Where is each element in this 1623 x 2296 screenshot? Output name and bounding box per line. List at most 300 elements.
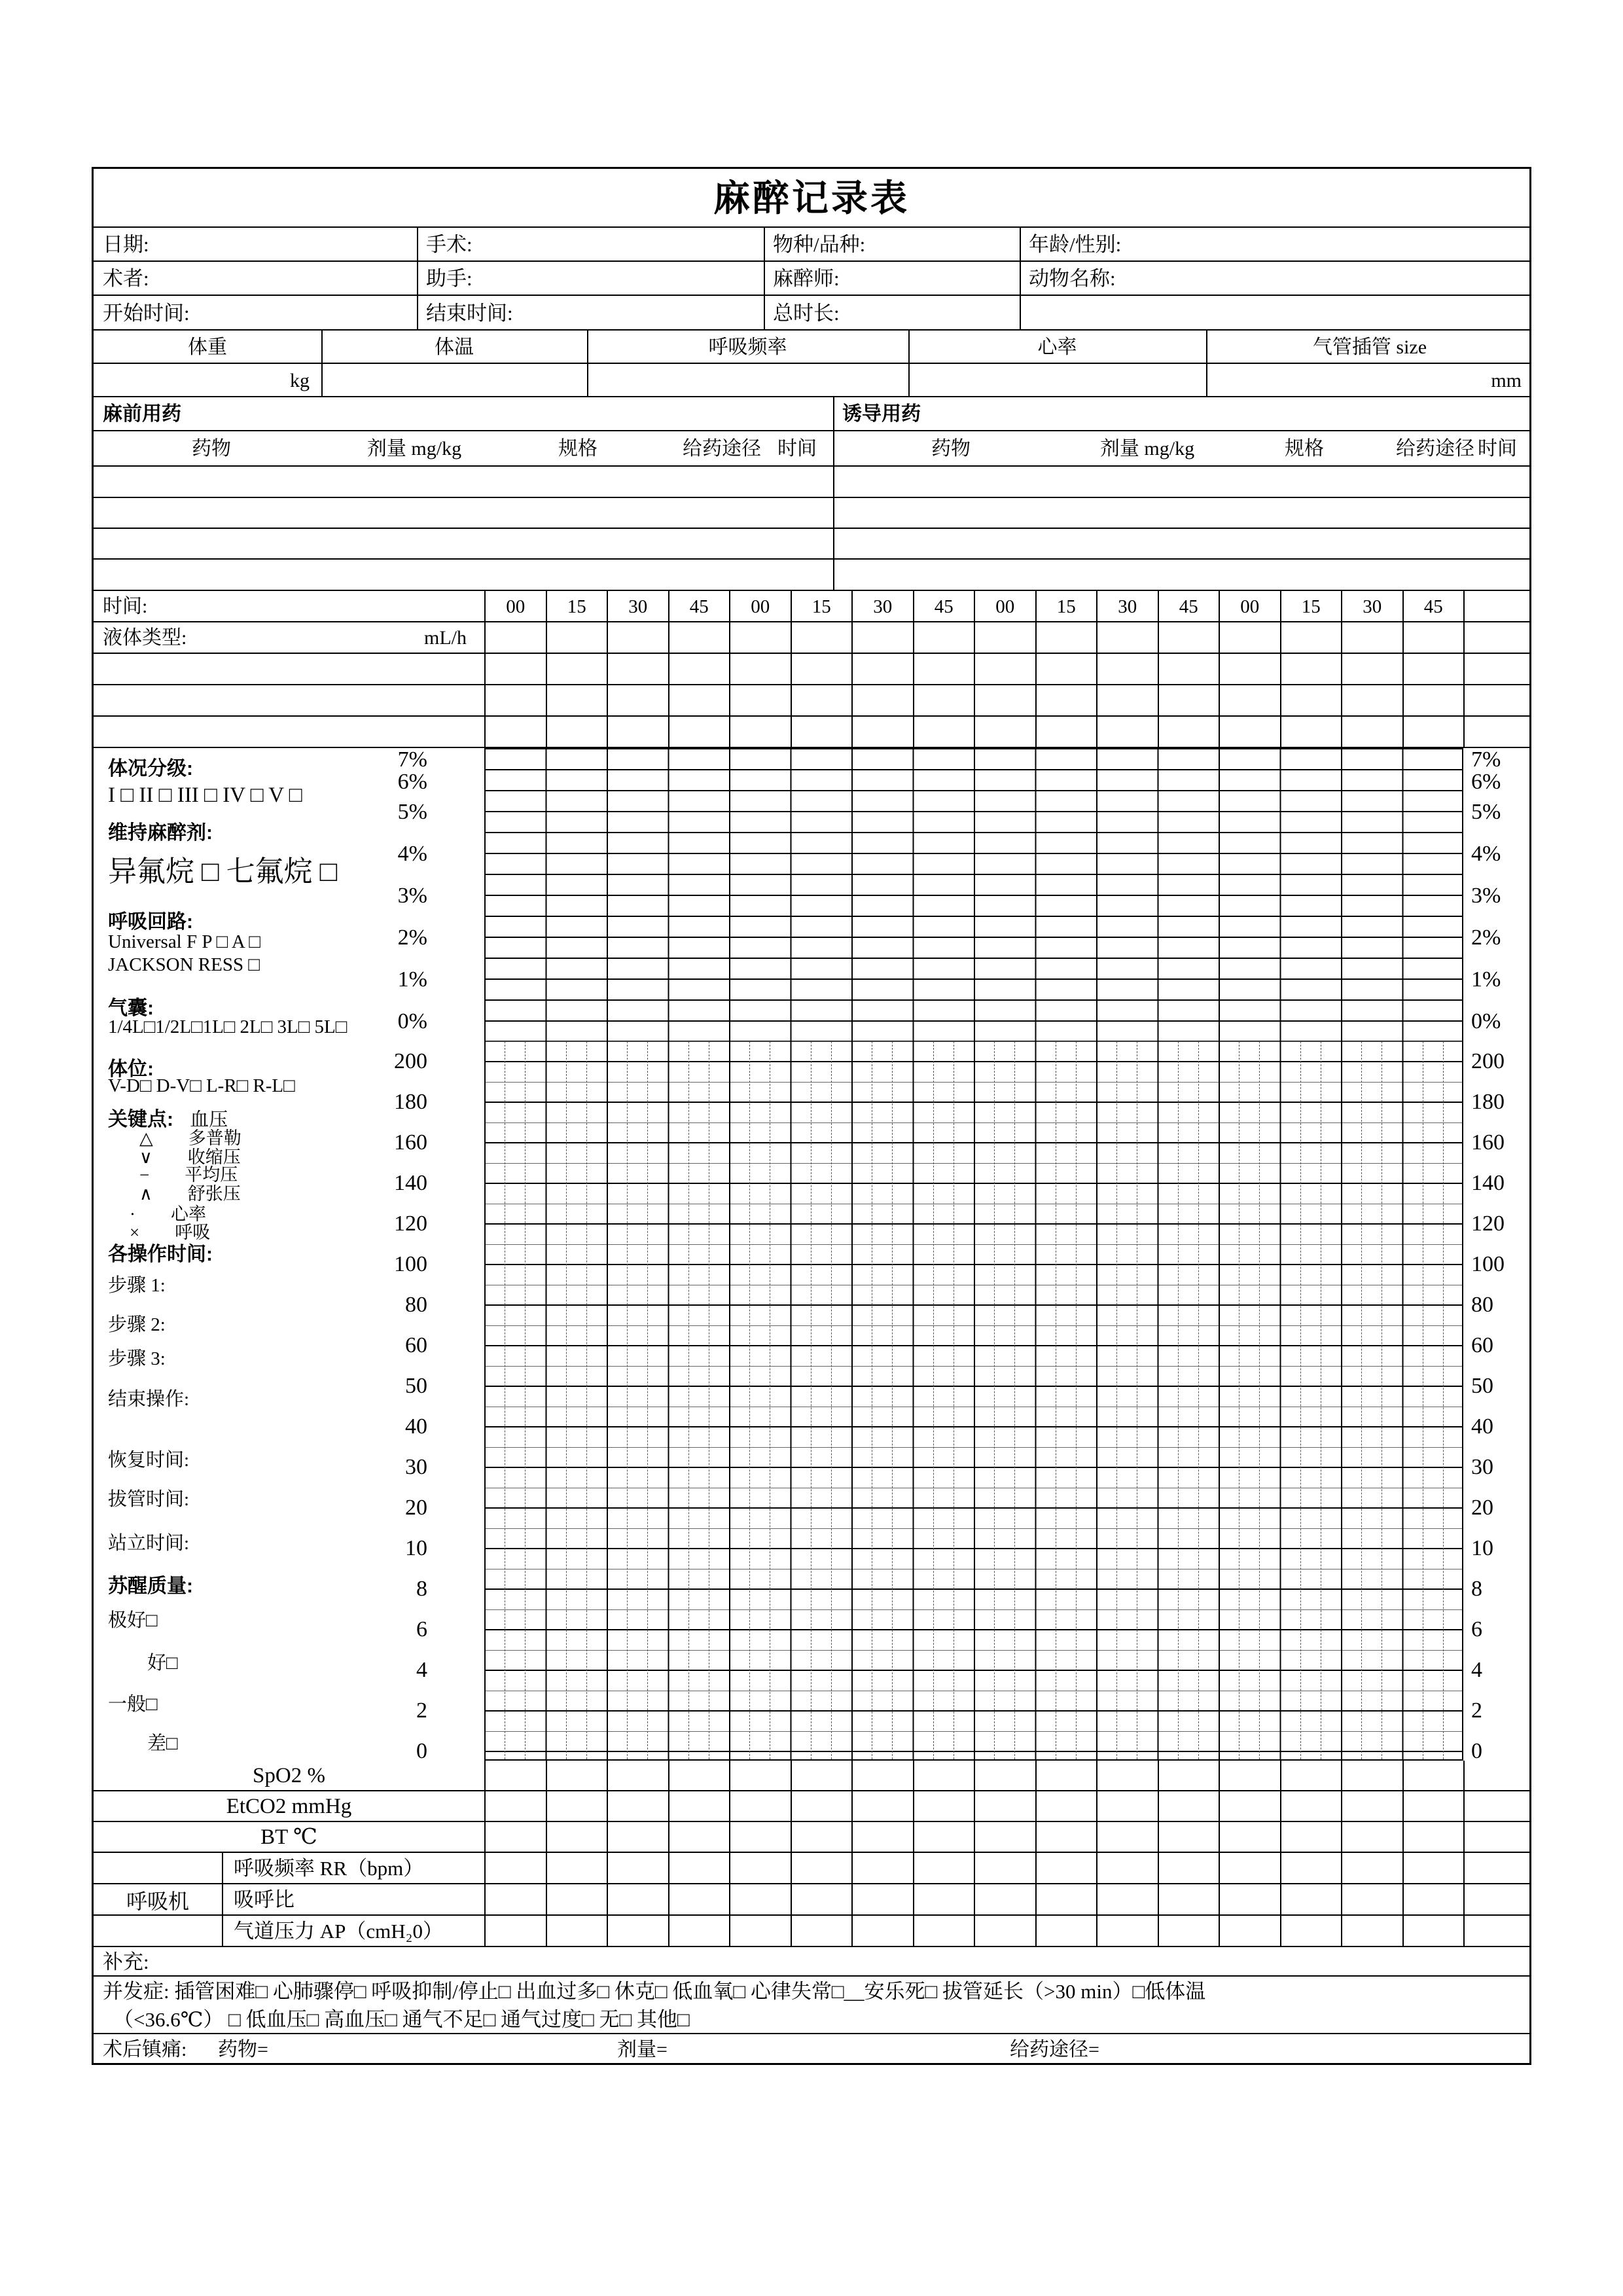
- fluid-type-row: [94, 622, 1529, 654]
- numeric-scale-label-left: 100: [394, 1252, 427, 1276]
- grid-cell-end: [1463, 1884, 1533, 1914]
- premed-col-spec: 规格: [558, 438, 597, 459]
- grid-cell: [1035, 622, 1097, 653]
- end-time-label: 结束时间:: [426, 302, 513, 325]
- numeric-scale-label-right: 10: [1471, 1536, 1493, 1560]
- grid-cell: [1219, 622, 1280, 653]
- grid-cell-end: [1463, 1853, 1533, 1883]
- grid-cell: [791, 717, 852, 747]
- grid-cell: [1096, 1761, 1158, 1790]
- grid-cell: [974, 685, 1035, 715]
- grid-cell: [1341, 685, 1402, 715]
- time-cell: 00: [484, 591, 546, 621]
- grid-cell: [1158, 1884, 1219, 1914]
- five-min-dashed-line: [1076, 1041, 1077, 1759]
- grid-cell: [729, 1761, 791, 1790]
- bag-size-checkboxes: 1/4L□1/2L□1L□ 2L□ 3L□ 5L□: [108, 1016, 348, 1037]
- grid-cell: [729, 622, 791, 653]
- step2-label: 步骤 2:: [108, 1314, 166, 1335]
- numeric-scale-label-left: 50: [405, 1374, 427, 1398]
- operation-times-label: 各操作时间:: [108, 1244, 213, 1265]
- body-condition-label: 体况分级:: [108, 758, 193, 780]
- grid-cell: [484, 1916, 546, 1946]
- grid-cell: [546, 685, 607, 715]
- analgesia-row: [94, 2034, 1529, 2065]
- grid-cell: [607, 622, 668, 653]
- grid-cell: [668, 717, 730, 747]
- time-cell: 15: [791, 591, 852, 621]
- numeric-scale-label-right: 6: [1471, 1617, 1482, 1641]
- grid-cell: [607, 717, 668, 747]
- grid-cell: [851, 717, 913, 747]
- grid-cell: [668, 622, 730, 653]
- grid-cell: [1158, 1761, 1219, 1790]
- grid-cell: [974, 1884, 1035, 1914]
- grid-cell: [1341, 1853, 1402, 1883]
- blood-pressure-label: 血压: [190, 1109, 228, 1130]
- grid-cell: [484, 1853, 546, 1883]
- premed-col-dose: 剂量 mg/kg: [366, 438, 462, 459]
- numeric-scale-label-left: 160: [394, 1130, 427, 1155]
- grid-cell: [1096, 1853, 1158, 1883]
- mm-unit: mm: [1491, 370, 1522, 391]
- spo2-label: SpO2 %: [253, 1764, 325, 1787]
- ventilator-ie-ratio-row: [94, 1884, 1529, 1916]
- ventilator-label: 呼吸机: [126, 1890, 189, 1913]
- legend-systolic: ∨ 收缩压: [139, 1147, 241, 1167]
- grid-cell-end: [1463, 1791, 1533, 1821]
- numeric-scale-label-right: 180: [1471, 1090, 1505, 1114]
- age-sex-label: 年龄/性别:: [1029, 233, 1122, 256]
- numeric-scale-label-left: 200: [394, 1049, 427, 1073]
- grid-cell: [1219, 717, 1280, 747]
- grid-cell: [974, 717, 1035, 747]
- analgesia-drug-label: 药物=: [218, 2039, 268, 2060]
- etco2-row: [94, 1791, 1529, 1822]
- grid-cell: [607, 1791, 668, 1821]
- grid-cell: [484, 1761, 546, 1790]
- grid-blank-row: [94, 685, 1529, 717]
- grid-cell: [1219, 1822, 1280, 1852]
- grid-cell: [1280, 1916, 1342, 1946]
- grid-cell: [1096, 1822, 1158, 1852]
- grid-cell: [607, 1916, 668, 1946]
- grid-cell: [1158, 1822, 1219, 1852]
- numeric-scale-label-left: 2: [416, 1698, 427, 1723]
- numeric-scale-label-left: 40: [405, 1414, 427, 1439]
- ventilator-label-cell: [94, 1853, 223, 1947]
- position-checkboxes: V-D□ D-V□ L-R□ R-L□: [108, 1075, 295, 1096]
- five-min-dashed-line: [749, 1041, 750, 1759]
- grid-cell-end: [1463, 1761, 1533, 1790]
- grid-cell: [1096, 717, 1158, 747]
- vitals-chart-grid: [484, 1041, 1463, 1761]
- info-divider-1: [417, 228, 418, 331]
- start-time-label: 开始时间:: [103, 302, 190, 325]
- ventilator-airway-pressure-label: 气道压力 AP（cmH₂0）: [234, 1920, 443, 1943]
- isoflurane-sevoflurane-checkboxes: 异氟烷 □ 七氟烷 □: [108, 855, 338, 888]
- percent-scale-label-right: 3%: [1471, 884, 1501, 908]
- grid-cell: [913, 685, 974, 715]
- ventilator-ie-ratio-label: 吸呼比: [234, 1888, 294, 1911]
- percent-scale-label-left: 5%: [397, 800, 427, 824]
- grid-cell: [1158, 685, 1219, 715]
- grid-cell: [913, 1916, 974, 1946]
- grid-cell: [546, 1884, 607, 1914]
- grid-cell: [1402, 685, 1464, 715]
- grid-cell: [1280, 1853, 1342, 1883]
- recovery-poor-checkbox: 差□: [147, 1733, 178, 1754]
- medication-half-divider: [833, 397, 834, 591]
- five-min-dashed-line: [647, 1041, 648, 1759]
- vitals-divider-3: [908, 331, 910, 397]
- numeric-scale-label-left: 120: [394, 1211, 427, 1236]
- grid-cell: [851, 654, 913, 684]
- percent-scale-label-left: 7%: [397, 747, 427, 772]
- five-min-dashed-line: [892, 1041, 893, 1759]
- percent-scale-label-right: 0%: [1471, 1009, 1501, 1033]
- grid-cell: [1402, 654, 1464, 684]
- grid-cell: [1035, 1761, 1097, 1790]
- legend-heart-rate: · 心率: [130, 1204, 206, 1224]
- vitals-divider-1: [321, 331, 323, 397]
- grid-cell: [851, 1761, 913, 1790]
- percent-scale-label-left: 2%: [397, 925, 427, 950]
- grid-cell: [1402, 1822, 1464, 1852]
- grid-cell: [1158, 622, 1219, 653]
- numeric-scale-label-right: 100: [1471, 1252, 1505, 1276]
- grid-cell: [1402, 1916, 1464, 1946]
- grid-cell: [1402, 1853, 1464, 1883]
- standing-time-label: 站立时间:: [108, 1533, 190, 1554]
- numeric-scale-label-left: 6: [416, 1617, 427, 1641]
- grid-cell: [484, 1884, 546, 1914]
- time-cell: 00: [1219, 591, 1280, 621]
- grid-cell: [668, 1761, 730, 1790]
- medication-columns-row: [94, 431, 1529, 467]
- grid-cell: [1158, 1791, 1219, 1821]
- induction-col-spec: 规格: [1285, 438, 1324, 459]
- complications-line1: 并发症: 插管困难□ 心肺骤停□ 呼吸抑制/停止□ 出血过多□ 休克□ 低血氧□ 心律失常□__安乐死□ 拔管延长（>30 min）□低体温: [103, 1980, 1206, 2003]
- resp-rate-header: 呼吸频率: [708, 336, 787, 358]
- grid-cell: [1035, 717, 1097, 747]
- grid-cell: [607, 1822, 668, 1852]
- time-row-label: 时间:: [103, 596, 148, 617]
- grid-cell: [484, 1822, 546, 1852]
- numeric-scale-label-right: 160: [1471, 1130, 1505, 1155]
- info-row-2: [94, 262, 1529, 296]
- grid-cell: [546, 1761, 607, 1790]
- grid-cell: [729, 1822, 791, 1852]
- grid-cell: [1280, 1822, 1342, 1852]
- info-row-3: [94, 296, 1529, 331]
- grid-cell: [729, 654, 791, 684]
- percent-scale-label-left: 6%: [397, 770, 427, 794]
- percent-scale-label-right: 4%: [1471, 842, 1501, 866]
- fluid-unit-label: mL/h: [424, 627, 467, 649]
- grid-cell: [546, 654, 607, 684]
- grid-cell: [1402, 1791, 1464, 1821]
- grid-cell: [668, 1884, 730, 1914]
- grid-cell: [1341, 1822, 1402, 1852]
- grid-cell: [1096, 1916, 1158, 1946]
- info-divider-3: [1020, 228, 1021, 331]
- weight-header: 体重: [188, 336, 227, 358]
- induction-col-dose: 剂量 mg/kg: [1099, 438, 1195, 459]
- left-scale: [316, 748, 427, 1761]
- vitals-units-row: [94, 364, 1529, 397]
- supplement-row: [94, 1947, 1529, 1977]
- grid-cell: [729, 1791, 791, 1821]
- five-min-dashed-line: [831, 1041, 832, 1759]
- numeric-scale-label-left: 20: [405, 1496, 427, 1520]
- grid-cell: [1035, 1822, 1097, 1852]
- medication-blank-row: [94, 498, 1529, 529]
- grid-cell: [1158, 1853, 1219, 1883]
- grid-cell: [1280, 1884, 1342, 1914]
- grid-cell: [1280, 717, 1342, 747]
- grid-cell: [1219, 1916, 1280, 1946]
- grid-cell: [1341, 622, 1402, 653]
- numeric-scale-label-left: 60: [405, 1333, 427, 1357]
- numeric-scale-label-right: 40: [1471, 1414, 1493, 1439]
- five-min-dashed-line: [1361, 1041, 1362, 1759]
- percent-scale-label-right: 5%: [1471, 800, 1501, 824]
- grid-cell: [791, 1853, 852, 1883]
- time-header-row: [94, 591, 1529, 622]
- grid-cell: [1402, 622, 1464, 653]
- spo2-row: [94, 1761, 1529, 1791]
- legend-diastolic: ∧ 舒张压: [139, 1184, 241, 1204]
- grid-cell: [974, 1791, 1035, 1821]
- five-min-dashed-line: [1300, 1041, 1301, 1759]
- grid-cell: [974, 622, 1035, 653]
- grid-cell: [1035, 1853, 1097, 1883]
- grid-cell: [913, 1853, 974, 1883]
- step1-label: 步骤 1:: [108, 1275, 166, 1296]
- end-operation-label: 结束操作:: [108, 1389, 190, 1410]
- induction-col-drug: 药物: [931, 438, 971, 459]
- numeric-scale-label-right: 4: [1471, 1658, 1482, 1682]
- grid-cell: [913, 1884, 974, 1914]
- page-title: 麻醉记录表: [94, 169, 1529, 228]
- grid-cell: [974, 1916, 1035, 1946]
- percent-scale-label-left: 4%: [397, 842, 427, 866]
- grid-cell: [1341, 1791, 1402, 1821]
- assistant-label: 助手:: [426, 267, 473, 290]
- five-min-dashed-line: [566, 1041, 567, 1759]
- legend-doppler: △ 多普勒: [139, 1128, 241, 1148]
- grid-cell: [974, 1761, 1035, 1790]
- numeric-scale-label-left: 0: [416, 1739, 427, 1763]
- grid-cell: [1219, 1884, 1280, 1914]
- numeric-scale-label-left: 8: [416, 1577, 427, 1601]
- grid-cell: [791, 622, 852, 653]
- grid-cell: [1096, 622, 1158, 653]
- grid-cell: [974, 654, 1035, 684]
- five-min-dashed-line: [994, 1041, 995, 1759]
- vitals-header-row: [94, 331, 1529, 364]
- five-min-dashed-line: [1259, 1041, 1260, 1759]
- grid-cell: [1035, 1884, 1097, 1914]
- grid-cell: [668, 1822, 730, 1852]
- grid-cell: [913, 1761, 974, 1790]
- grid-cell: [851, 1853, 913, 1883]
- time-cell: 45: [1158, 591, 1219, 621]
- grid-cell-end: [1463, 1916, 1533, 1946]
- grid-cell: [913, 622, 974, 653]
- five-min-dashed-line: [627, 1041, 628, 1759]
- numeric-scale-label-right: 200: [1471, 1049, 1505, 1073]
- grid-cell: [484, 622, 546, 653]
- medication-header-row: [94, 397, 1529, 431]
- grid-cell: [1219, 1761, 1280, 1790]
- induction-header: 诱导用药: [842, 403, 921, 425]
- universal-f-checkboxes: Universal F P □ A □: [108, 931, 260, 952]
- grid-cell: [974, 1822, 1035, 1852]
- numeric-scale-label-right: 80: [1471, 1293, 1493, 1317]
- numeric-scale-label-left: 10: [405, 1536, 427, 1560]
- breathing-circuit-label: 呼吸回路:: [108, 911, 193, 933]
- grid-cell: [607, 654, 668, 684]
- grid-cell: [729, 685, 791, 715]
- grid-cell: [851, 1791, 913, 1821]
- grid-cell-end: [1463, 685, 1533, 715]
- premed-col-route: 给药途径: [683, 438, 761, 459]
- grid-cell-end: [1463, 717, 1533, 747]
- grid-cell: [1035, 1791, 1097, 1821]
- animal-name-label: 动物名称:: [1029, 267, 1116, 290]
- analgesia-dose-label: 剂量=: [617, 2039, 668, 2060]
- medication-blank-row: [94, 560, 1529, 591]
- extubation-time-label: 拔管时间:: [108, 1489, 190, 1510]
- grid-cell: [1402, 1761, 1464, 1790]
- numeric-scale-label-right: 8: [1471, 1577, 1482, 1601]
- five-min-dashed-line: [933, 1041, 934, 1759]
- grid-cell: [851, 1884, 913, 1914]
- grid-cell: [791, 685, 852, 715]
- grid-cell: [1402, 1884, 1464, 1914]
- keypoint-label: 关键点:: [108, 1109, 173, 1130]
- supplement-label: 补充:: [103, 1950, 149, 1973]
- grid-cell: [1219, 685, 1280, 715]
- grid-cell: [1341, 1916, 1402, 1946]
- induction-col-route: 给药途径: [1396, 438, 1474, 459]
- grid-cell: [1219, 1853, 1280, 1883]
- grid-cell: [1341, 717, 1402, 747]
- grid-cell: [1158, 654, 1219, 684]
- numeric-scale-label-right: 20: [1471, 1496, 1493, 1520]
- percent-scale-label-left: 0%: [397, 1009, 427, 1033]
- grid-cell: [1096, 685, 1158, 715]
- grid-cell: [1096, 654, 1158, 684]
- grid-cell: [974, 1853, 1035, 1883]
- grid-cell: [1096, 1884, 1158, 1914]
- time-cell: 30: [851, 591, 913, 621]
- five-min-dashed-line: [1116, 1041, 1117, 1759]
- step3-label: 步骤 3:: [108, 1348, 166, 1369]
- five-min-dashed-line: [1443, 1041, 1444, 1759]
- grid-blank-row: [94, 654, 1529, 685]
- et-tube-size-header: 气管插管 size: [1312, 336, 1427, 358]
- anesthesia-record-table: [92, 167, 1531, 2065]
- numeric-scale-label-right: 140: [1471, 1171, 1505, 1195]
- grid-cell: [668, 1791, 730, 1821]
- numeric-scale-label-right: 50: [1471, 1374, 1493, 1398]
- numeric-scale-label-left: 30: [405, 1455, 427, 1479]
- time-cell: 30: [607, 591, 668, 621]
- recovery-excellent-checkbox: 极好□: [108, 1610, 158, 1631]
- grid-cell: [546, 1822, 607, 1852]
- maintenance-anesthetic-label: 维持麻醉剂:: [108, 822, 213, 844]
- grid-cell: [913, 1791, 974, 1821]
- grid-cell: [546, 717, 607, 747]
- induction-col-time: 时间: [1478, 438, 1517, 459]
- grid-cell: [546, 1791, 607, 1821]
- position-label: 体位:: [108, 1058, 154, 1080]
- date-label: 日期:: [103, 233, 149, 256]
- fluid-type-label: 液体类型:: [103, 627, 187, 649]
- medication-blank-row: [94, 529, 1529, 560]
- five-min-dashed-line: [1178, 1041, 1179, 1759]
- percent-scale-label-right: 6%: [1471, 770, 1501, 794]
- rebreathing-bag-label: 气囊:: [108, 997, 154, 1019]
- numeric-scale-label-right: 0: [1471, 1739, 1482, 1763]
- legend-respiration: × 呼吸: [130, 1223, 211, 1242]
- grid-cell: [484, 685, 546, 715]
- percent-scale-label-right: 7%: [1471, 747, 1501, 772]
- grid-cell: [1280, 1791, 1342, 1821]
- grid-cell-end: [1463, 654, 1533, 684]
- grid-cell: [851, 1822, 913, 1852]
- grid-cell: [546, 622, 607, 653]
- numeric-scale-label-right: 60: [1471, 1333, 1493, 1357]
- grid-cell: [851, 1916, 913, 1946]
- grid-cell: [913, 1822, 974, 1852]
- numeric-scale-label-right: 120: [1471, 1211, 1505, 1236]
- grid-cell: [1280, 654, 1342, 684]
- grid-cell: [607, 1853, 668, 1883]
- five-min-dashed-line: [525, 1041, 526, 1759]
- surgery-label: 手术:: [426, 233, 473, 256]
- numeric-scale-label-left: 4: [416, 1658, 427, 1682]
- grid-cell: [729, 717, 791, 747]
- vaporizer-percent-grid: [484, 748, 1463, 1041]
- grid-cell: [913, 717, 974, 747]
- grid-cell: [791, 1791, 852, 1821]
- anesthetist-label: 麻醉师:: [773, 267, 840, 290]
- time-cell: 45: [1402, 591, 1464, 621]
- grid-cell: [484, 717, 546, 747]
- asa-grade-checkboxes: I □ II □ III □ IV □ V □: [108, 783, 302, 807]
- grid-cell-end: [1463, 591, 1533, 621]
- grid-cell: [1219, 1791, 1280, 1821]
- five-min-dashed-line: [1239, 1041, 1240, 1759]
- five-min-dashed-line: [811, 1041, 812, 1759]
- grid-cell: [546, 1853, 607, 1883]
- analgesia-route-label: 给药途径=: [1010, 2039, 1099, 2060]
- ventilator-airway-pressure-row: [94, 1916, 1529, 1947]
- grid-cell: [1341, 654, 1402, 684]
- grid-cell: [607, 685, 668, 715]
- grid-cell: [851, 622, 913, 653]
- grid-cell: [1158, 717, 1219, 747]
- numeric-scale-label-right: 2: [1471, 1698, 1482, 1723]
- percent-scale-label-right: 2%: [1471, 925, 1501, 950]
- percent-scale-label-left: 1%: [397, 967, 427, 992]
- time-cell: 45: [668, 591, 730, 621]
- grid-cell: [1341, 1884, 1402, 1914]
